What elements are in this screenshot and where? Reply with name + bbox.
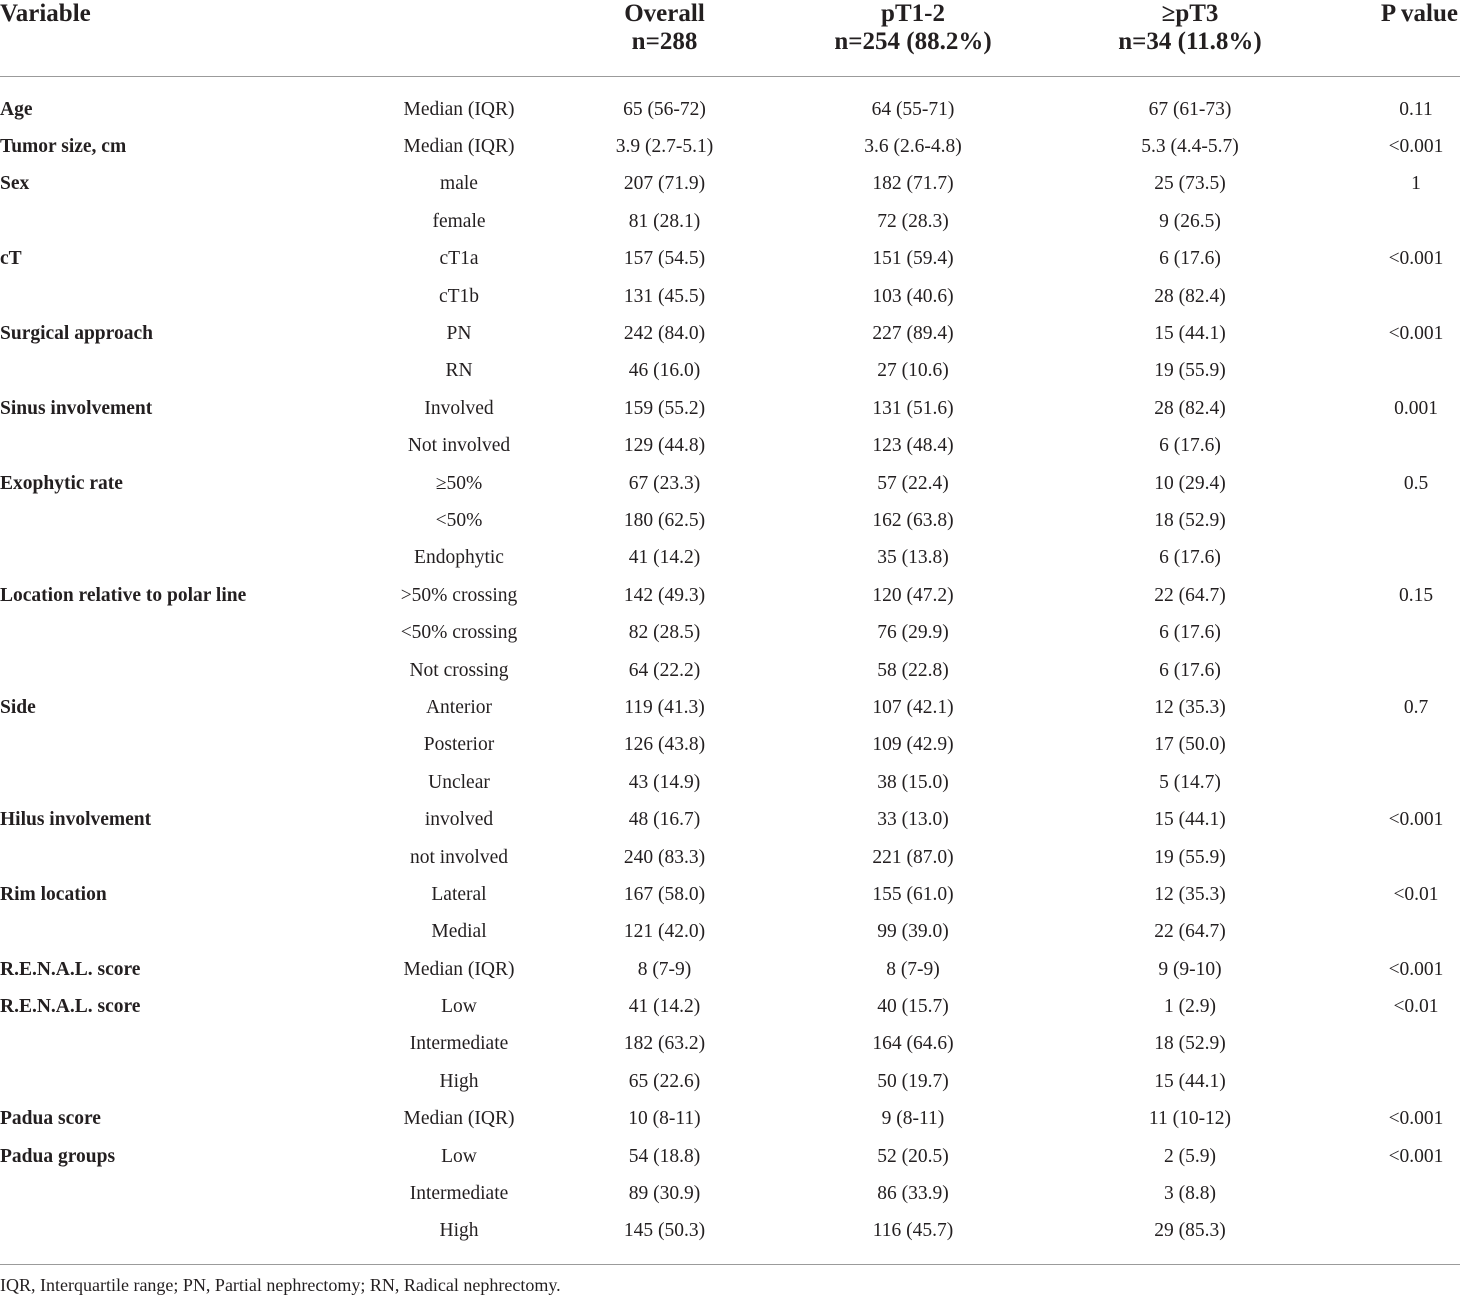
cell-overall: 67 (23.3) xyxy=(628,472,701,494)
cell-level: Medial xyxy=(431,921,487,943)
cell-pvalue: 0.5 xyxy=(1403,472,1429,494)
cell-pt12: 123 (48.4) xyxy=(872,435,954,457)
cell-overall: 157 (54.5) xyxy=(623,248,706,270)
header-overall xyxy=(573,0,756,77)
cell-variable: Age xyxy=(0,98,33,120)
cell-level: male xyxy=(440,173,478,195)
cell-overall: 131 (45.5) xyxy=(623,285,706,307)
table-row xyxy=(0,278,1460,315)
cell-variable xyxy=(0,278,305,315)
cell-pvalue xyxy=(1310,1175,1460,1212)
cell-overall: 180 (62.5) xyxy=(623,509,706,531)
table-row xyxy=(0,128,1460,165)
header-pt3 xyxy=(1070,0,1310,77)
cell-pt3: 6 (17.6) xyxy=(1159,547,1221,569)
cell-overall: 129 (44.8) xyxy=(623,435,706,457)
cell-pt3: 11 (10-12) xyxy=(1148,1108,1232,1130)
cell-pvalue xyxy=(1310,502,1460,539)
cell-level: not involved xyxy=(409,846,509,868)
cell-pt3: 9 (9-10) xyxy=(1158,958,1222,980)
cell-overall: 89 (30.9) xyxy=(628,1183,701,1205)
cell-pt3: 6 (17.6) xyxy=(1159,248,1221,270)
cell-level: Low xyxy=(441,1145,477,1167)
header-overall-label: Overall xyxy=(624,0,705,27)
table-row xyxy=(0,540,1460,577)
cell-pt3: 15 (44.1) xyxy=(1154,323,1226,345)
header-level xyxy=(305,0,573,77)
cell-overall: 240 (83.3) xyxy=(623,846,706,868)
cell-level: Involved xyxy=(424,397,494,419)
cell-variable xyxy=(0,428,305,465)
cell-pt3: 6 (17.6) xyxy=(1159,659,1221,681)
cell-overall: 142 (49.3) xyxy=(623,584,706,606)
cell-level: <50% xyxy=(435,509,483,531)
cell-pvalue xyxy=(1310,914,1460,951)
cell-pt12: 40 (15.7) xyxy=(877,996,949,1018)
cell-level: <50% crossing xyxy=(400,622,518,644)
table-row xyxy=(0,1138,1460,1175)
cell-pt12: 50 (19.7) xyxy=(877,1070,949,1092)
table-row xyxy=(0,390,1460,427)
cell-level: Median (IQR) xyxy=(403,136,515,158)
cell-variable: Padua score xyxy=(0,1108,101,1130)
table-row xyxy=(0,727,1460,764)
cell-pt3: 5.3 (4.4-5.7) xyxy=(1141,136,1239,158)
cell-pt12: 116 (45.7) xyxy=(872,1220,954,1242)
table-row xyxy=(0,315,1460,352)
cell-pt3: 6 (17.6) xyxy=(1159,435,1221,457)
table-row xyxy=(0,1026,1460,1063)
cell-level: High xyxy=(439,1220,479,1242)
table-row xyxy=(0,77,1460,129)
cell-pt12: 227 (89.4) xyxy=(872,323,954,345)
cell-pt3: 22 (64.7) xyxy=(1154,584,1226,606)
cell-variable: Sinus involvement xyxy=(0,397,153,419)
cell-variable xyxy=(0,203,305,240)
cell-level: involved xyxy=(424,809,494,831)
cell-pt12: 57 (22.4) xyxy=(877,472,949,494)
cell-pt3: 10 (29.4) xyxy=(1154,472,1226,494)
cell-overall: 65 (22.6) xyxy=(628,1070,701,1092)
cell-pt3: 1 (2.9) xyxy=(1164,996,1216,1018)
table-row xyxy=(0,614,1460,651)
cell-pt12: 107 (42.1) xyxy=(872,696,954,718)
cell-overall: 145 (50.3) xyxy=(623,1220,706,1242)
cell-pt12: 35 (13.8) xyxy=(877,547,949,569)
table-row xyxy=(0,764,1460,801)
cell-overall: 64 (22.2) xyxy=(628,659,701,681)
header-pt12-label: pT1-2 xyxy=(881,0,945,27)
cell-level: Posterior xyxy=(423,734,495,756)
table-row xyxy=(0,1213,1460,1265)
header-overall-n: n=288 xyxy=(631,28,698,55)
cell-pt3: 6 (17.6) xyxy=(1159,622,1221,644)
table-row xyxy=(0,839,1460,876)
header-pt12-n: n=254 (88.2%) xyxy=(834,28,992,55)
cell-pt3: 9 (26.5) xyxy=(1159,210,1221,232)
cell-pt3: 19 (55.9) xyxy=(1154,846,1226,868)
table-row xyxy=(0,166,1460,203)
cell-pvalue: <0.001 xyxy=(1388,1145,1444,1167)
table-row xyxy=(0,988,1460,1025)
cell-pt12: 155 (61.0) xyxy=(872,883,954,905)
table-body xyxy=(0,77,1460,1265)
table-row xyxy=(0,951,1460,988)
cell-pt12: 72 (28.3) xyxy=(877,210,949,232)
cell-pt3: 18 (52.9) xyxy=(1154,509,1226,531)
table-header xyxy=(0,0,1460,77)
table-row xyxy=(0,876,1460,913)
header-pt3-label: ≥pT3 xyxy=(1161,0,1219,27)
cell-pvalue xyxy=(1310,839,1460,876)
cell-pvalue: 0.15 xyxy=(1398,584,1434,606)
cell-pvalue: <0.001 xyxy=(1388,809,1444,831)
cell-pt12: 221 (87.0) xyxy=(872,846,954,868)
cell-variable: Side xyxy=(0,696,36,718)
header-pt3-n: n=34 (11.8%) xyxy=(1118,28,1262,55)
cell-pt12: 86 (33.9) xyxy=(877,1183,949,1205)
cell-pt12: 151 (59.4) xyxy=(872,248,954,270)
cell-overall: 3.9 (2.7-5.1) xyxy=(615,136,714,158)
cell-pt3: 22 (64.7) xyxy=(1154,921,1226,943)
cell-level: Median (IQR) xyxy=(403,958,515,980)
cell-pt3: 15 (44.1) xyxy=(1154,809,1226,831)
cell-pt3: 25 (73.5) xyxy=(1154,173,1226,195)
cell-level: >50% crossing xyxy=(400,584,518,606)
cell-pt12: 64 (55-71) xyxy=(871,98,955,120)
table-row xyxy=(0,652,1460,689)
cell-pvalue xyxy=(1310,203,1460,240)
cell-pt12: 99 (39.0) xyxy=(877,921,949,943)
cell-pt12: 33 (13.0) xyxy=(877,809,949,831)
cell-pt3: 17 (50.0) xyxy=(1154,734,1226,756)
cell-level: Intermediate xyxy=(409,1033,509,1055)
cell-overall: 167 (58.0) xyxy=(623,883,706,905)
cell-overall: 65 (56-72) xyxy=(623,98,706,120)
cell-pvalue xyxy=(1310,1063,1460,1100)
cell-level: Not crossing xyxy=(409,659,509,681)
table-row xyxy=(0,1063,1460,1100)
cell-variable xyxy=(0,1175,305,1212)
cell-level: Endophytic xyxy=(414,547,504,569)
cell-level: female xyxy=(432,210,486,232)
cell-variable xyxy=(0,502,305,539)
cell-pt3: 28 (82.4) xyxy=(1154,285,1226,307)
cell-variable: Padua groups xyxy=(0,1145,116,1167)
cell-level: Low xyxy=(441,996,477,1018)
cell-pt3: 18 (52.9) xyxy=(1154,1033,1226,1055)
cell-pvalue: <0.001 xyxy=(1388,1108,1444,1130)
cell-pt3: 67 (61-73) xyxy=(1148,98,1232,120)
cell-overall: 119 (41.3) xyxy=(624,696,705,718)
cell-overall: 242 (84.0) xyxy=(623,323,706,345)
cell-level: ≥50% xyxy=(435,472,483,494)
cell-overall: 41 (14.2) xyxy=(628,547,701,569)
cell-pt12: 182 (71.7) xyxy=(872,173,954,195)
cell-level: Intermediate xyxy=(409,1183,509,1205)
cell-variable: R.E.N.A.L. score xyxy=(0,958,141,980)
cell-variable xyxy=(0,764,305,801)
cell-pvalue xyxy=(1310,652,1460,689)
cell-pt12: 131 (51.6) xyxy=(872,397,954,419)
cell-level: cT1a xyxy=(439,248,479,270)
cell-pvalue xyxy=(1310,764,1460,801)
cell-pt12: 38 (15.0) xyxy=(877,771,949,793)
table-row xyxy=(0,914,1460,951)
cell-variable: R.E.N.A.L. score xyxy=(0,996,141,1018)
cell-overall: 43 (14.9) xyxy=(628,771,701,793)
cell-level: PN xyxy=(446,323,472,345)
cell-pt3: 28 (82.4) xyxy=(1154,397,1226,419)
cell-pt3: 2 (5.9) xyxy=(1164,1145,1216,1167)
cell-variable: Hilus involvement xyxy=(0,809,152,831)
cell-variable xyxy=(0,1063,305,1100)
cell-pt12: 76 (29.9) xyxy=(877,622,949,644)
cell-overall: 10 (8-11) xyxy=(628,1108,701,1130)
table-row xyxy=(0,353,1460,390)
cell-level: Anterior xyxy=(425,696,493,718)
cell-variable xyxy=(0,652,305,689)
cell-variable: Location relative to polar line xyxy=(0,584,247,606)
cell-overall: 81 (28.1) xyxy=(628,210,701,232)
cell-pt3: 15 (44.1) xyxy=(1154,1070,1226,1092)
cell-pt3: 5 (14.7) xyxy=(1159,771,1221,793)
cell-overall: 182 (63.2) xyxy=(623,1033,706,1055)
table-row xyxy=(0,1175,1460,1212)
cell-level: cT1b xyxy=(438,285,480,307)
cell-pvalue xyxy=(1310,1213,1460,1265)
cell-pt3: 12 (35.3) xyxy=(1154,696,1226,718)
table-row xyxy=(0,428,1460,465)
cell-variable: cT xyxy=(0,248,22,270)
cell-pt3: 19 (55.9) xyxy=(1154,360,1226,382)
cell-variable xyxy=(0,614,305,651)
cell-pvalue: <0.001 xyxy=(1388,248,1444,270)
header-pt12 xyxy=(756,0,1070,77)
cell-pt12: 120 (47.2) xyxy=(872,584,954,606)
cell-level: Median (IQR) xyxy=(403,98,515,120)
cell-pvalue xyxy=(1310,727,1460,764)
cell-overall: 8 (7-9) xyxy=(637,958,692,980)
cell-variable xyxy=(0,914,305,951)
cell-variable: Tumor size, cm xyxy=(0,136,127,158)
cell-pvalue xyxy=(1310,353,1460,390)
cell-variable: Sex xyxy=(0,173,30,195)
cell-variable: Surgical approach xyxy=(0,323,153,345)
cell-variable xyxy=(0,1213,305,1265)
cell-pt12: 164 (64.6) xyxy=(872,1033,954,1055)
cell-variable: Rim location xyxy=(0,883,107,905)
table-row xyxy=(0,577,1460,614)
cell-level: Median (IQR) xyxy=(403,1108,515,1130)
cell-overall: 48 (16.7) xyxy=(628,809,701,831)
cell-pvalue: <0.001 xyxy=(1388,136,1444,158)
header-variable: Variable xyxy=(0,0,305,77)
table-row xyxy=(0,1101,1460,1138)
cell-level: RN xyxy=(445,360,473,382)
cell-variable xyxy=(0,1026,305,1063)
cell-pvalue: 1 xyxy=(1411,173,1421,195)
table-row xyxy=(0,689,1460,726)
cell-pt12: 3.6 (2.6-4.8) xyxy=(864,136,962,158)
table-row xyxy=(0,241,1460,278)
cell-variable: Exophytic rate xyxy=(0,472,123,494)
cell-pt12: 8 (7-9) xyxy=(886,958,940,980)
table-footnote: IQR, Interquartile range; PN, Partial nephrectomy; RN, Radical nephrectomy. xyxy=(0,1275,561,1295)
cell-pt3: 29 (85.3) xyxy=(1154,1220,1226,1242)
cell-overall: 126 (43.8) xyxy=(623,734,706,756)
cell-variable xyxy=(0,540,305,577)
cell-pt12: 58 (22.8) xyxy=(877,659,949,681)
cell-pt3: 3 (8.8) xyxy=(1164,1183,1216,1205)
cell-pvalue: <0.001 xyxy=(1388,323,1444,345)
cell-level: Lateral xyxy=(431,883,487,905)
cell-pt12: 9 (8-11) xyxy=(881,1108,945,1130)
cell-pt12: 103 (40.6) xyxy=(872,285,954,307)
cell-pvalue: <0.01 xyxy=(1393,883,1439,905)
cell-pvalue: 0.001 xyxy=(1394,397,1438,419)
cell-pvalue xyxy=(1310,540,1460,577)
cell-pvalue xyxy=(1310,428,1460,465)
cell-pvalue: <0.001 xyxy=(1388,958,1444,980)
table-row xyxy=(0,502,1460,539)
cell-pvalue: 0.7 xyxy=(1403,696,1429,718)
cell-overall: 54 (18.8) xyxy=(628,1145,701,1167)
cell-overall: 159 (55.2) xyxy=(623,397,706,419)
cell-pvalue xyxy=(1310,614,1460,651)
cell-pt12: 27 (10.6) xyxy=(877,360,949,382)
cell-pvalue xyxy=(1310,1026,1460,1063)
cell-overall: 207 (71.9) xyxy=(623,173,706,195)
cell-pvalue: <0.01 xyxy=(1393,996,1439,1018)
cell-pt12: 52 (20.5) xyxy=(877,1145,949,1167)
cell-overall: 121 (42.0) xyxy=(623,921,706,943)
cell-variable xyxy=(0,839,305,876)
header-pvalue: P value xyxy=(1310,0,1460,77)
cell-level: Not involved xyxy=(407,435,511,457)
cell-pt12: 162 (63.8) xyxy=(872,509,954,531)
cell-overall: 82 (28.5) xyxy=(628,622,701,644)
cell-variable xyxy=(0,353,305,390)
cell-pvalue: 0.11 xyxy=(1399,98,1433,120)
cell-level: Unclear xyxy=(428,771,490,793)
table-row xyxy=(0,465,1460,502)
table-row xyxy=(0,203,1460,240)
cell-pvalue xyxy=(1310,278,1460,315)
cell-pt3: 12 (35.3) xyxy=(1154,883,1226,905)
cell-overall: 46 (16.0) xyxy=(628,360,701,382)
cell-overall: 41 (14.2) xyxy=(628,996,701,1018)
cell-pt12: 109 (42.9) xyxy=(872,734,954,756)
table-row xyxy=(0,801,1460,838)
cell-variable xyxy=(0,727,305,764)
cell-level: High xyxy=(439,1070,479,1092)
